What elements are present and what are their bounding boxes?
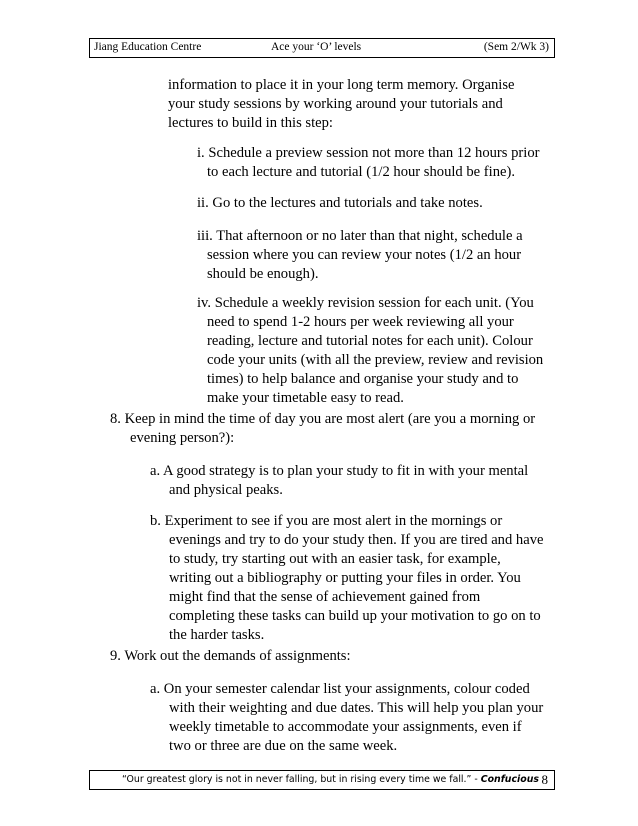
quote-text: “Our greatest glory is not in never falling, but in rising every time we fall.” - bbox=[122, 774, 481, 785]
text-line: b. Experiment to see if you are most alert in the mornings or bbox=[150, 513, 503, 529]
page-footer bbox=[89, 770, 555, 790]
text-line: make your timetable easy to read. bbox=[207, 390, 404, 406]
text-line: times) to help balance and organise your study and to bbox=[207, 371, 519, 387]
header-centre-name: Jiang Education Centre bbox=[94, 41, 202, 53]
text-line: i. Schedule a preview session not more than 12 hours prior bbox=[197, 145, 540, 161]
text-line: writing out a bibliography or putting your files in order. You bbox=[169, 570, 521, 586]
text-line: iii. That afternoon or no later than that night, schedule a bbox=[197, 228, 523, 244]
page-number: 8 bbox=[541, 772, 548, 787]
text-line: need to spend 1-2 hours per week reviewing all your bbox=[207, 314, 514, 330]
text-line: evenings and try to do your study then. If you are tired and have bbox=[169, 532, 544, 548]
footer-quote bbox=[122, 774, 539, 785]
list-item-8a bbox=[150, 462, 528, 500]
list-item-8b bbox=[150, 512, 543, 645]
text-line: and physical peaks. bbox=[169, 482, 283, 498]
text-line: session where you can review your notes (1/2 an hour bbox=[207, 247, 522, 263]
text-line: two or three are due on the same week. bbox=[169, 738, 398, 754]
list-item-iii bbox=[197, 227, 523, 284]
text-line: your study sessions by working around your tutorials and bbox=[168, 96, 503, 112]
text-line: to study, try starting out with an easier task, for example, bbox=[169, 551, 501, 567]
text-line: completing these tasks can build up your motivation to go on to bbox=[169, 608, 541, 624]
text-line: a. On your semester calendar list your assignments, colour coded bbox=[150, 681, 530, 697]
quote-author: Confucious bbox=[480, 774, 539, 785]
list-item-i bbox=[197, 144, 539, 182]
text-line: weekly timetable to accommodate your assignments, even if bbox=[169, 719, 522, 735]
header-title: Ace your ‘O’ levels bbox=[271, 41, 362, 53]
list-item-9a bbox=[150, 680, 543, 756]
text-line: iv. Schedule a weekly revision session for each unit. (You bbox=[197, 295, 534, 311]
text-line: 9. Work out the demands of assignments: bbox=[110, 648, 351, 664]
text-line: 8. Keep in mind the time of day you are most alert (are you a morning or bbox=[110, 411, 536, 427]
text-line: the harder tasks. bbox=[169, 627, 265, 643]
text-line: reading, lecture and tutorial notes for each unit). Colour bbox=[207, 333, 533, 349]
text-line: a. A good strategy is to plan your study to fit in with your mental bbox=[150, 463, 529, 479]
page-header bbox=[89, 38, 555, 58]
text-line: should be enough). bbox=[207, 266, 319, 282]
text-line: ii. Go to the lectures and tutorials and take notes. bbox=[197, 195, 483, 211]
list-item-ii bbox=[197, 194, 483, 213]
text-line: with their weighting and due dates. This will help you plan your bbox=[169, 700, 544, 716]
list-item-9 bbox=[110, 647, 351, 666]
text-line: information to place it in your long term memory. Organise bbox=[168, 77, 515, 93]
text-line: evening person?): bbox=[130, 430, 235, 446]
list-item-8 bbox=[110, 410, 535, 448]
text-line: might find that the sense of achievement gained from bbox=[169, 589, 481, 605]
header-semester-week: (Sem 2/Wk 3) bbox=[483, 41, 549, 53]
text-line: lectures to build in this step: bbox=[168, 115, 333, 131]
text-line: code your units (with all the preview, review and revision bbox=[207, 352, 544, 368]
text-line: to each lecture and tutorial (1/2 hour should be fine). bbox=[207, 164, 515, 180]
list-item-iv bbox=[197, 294, 543, 408]
intro-paragraph bbox=[168, 76, 515, 133]
